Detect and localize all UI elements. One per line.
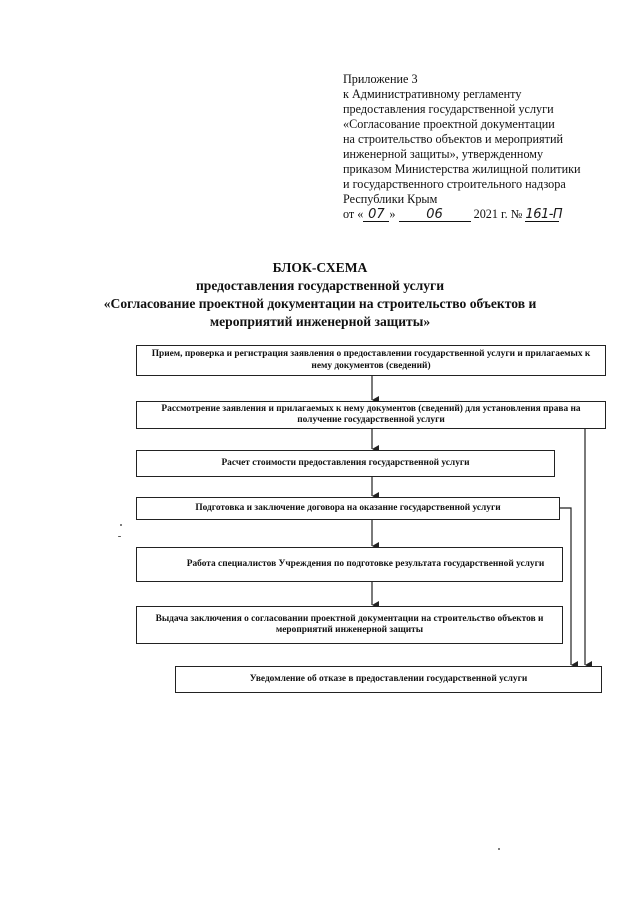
document-title [0, 259, 640, 331]
flow-refusal-box [175, 666, 602, 693]
flow-step-6-box [136, 606, 563, 644]
flow-step-6-text: Выдача заключения о согласовании проектной документации на строительство объектов и мероприятий инженерной защиты [155, 613, 544, 635]
flow-refusal-text: Уведомление об отказе в предоставлении государственной услуги [249, 673, 528, 684]
annex-date-number-line [343, 207, 613, 222]
flow-step-5-text: Работа специалистов Учреждения по подготовке результата государственной услуги [186, 558, 545, 569]
annex-line-1: Приложение 3 [343, 72, 418, 86]
annex-line-5: на строительство объектов и мероприятий [343, 132, 564, 146]
flow-step-5-box [136, 547, 563, 582]
title-line-2: предоставления государственной услуги [195, 278, 445, 293]
annex-line-7: приказом Министерства жилищной политики [343, 162, 581, 176]
handwritten-order-number: 161-П [525, 207, 563, 222]
flow-step-2-box [136, 401, 606, 429]
annex-line-3: предоставления государственной услуги [343, 102, 554, 116]
flow-step-3-box [136, 450, 555, 477]
title-line-3: «Согласование проектной документации на строительство объектов и [103, 296, 537, 311]
flow-step-1-box [136, 345, 606, 376]
title-line-4: мероприятий инженерной защиты» [209, 314, 431, 329]
date-quote-close: » [389, 207, 396, 221]
annex-line-2: к Административному регламенту [343, 87, 522, 101]
branch-step2-to-refusal [585, 415, 606, 665]
annex-line-6: инженерной защиты», утвержденному [343, 147, 544, 161]
flow-step-1-text: Прием, проверка и регистрация заявления о предоставлении государственной услуги и прилагаемых к нему документов (сведений) [151, 349, 591, 371]
scan-speck [498, 848, 500, 850]
scan-speck [120, 524, 122, 526]
date-prefix: от « [343, 207, 364, 221]
year-and-number-label: 2021 г. № [473, 207, 523, 221]
handwritten-day: 07 [363, 209, 389, 222]
flow-step-4-text: Подготовка и заключение договора на оказание государственной услуги [195, 502, 501, 513]
title-line-1: БЛОК-СХЕМА [272, 260, 368, 275]
scan-speck [118, 536, 121, 537]
annex-line-9: Республики Крым [343, 192, 438, 206]
flow-step-2-text: Рассмотрение заявления и прилагаемых к нему документов (сведений) для установления права на получение государственной услуги [161, 403, 581, 425]
handwritten-month: 06 [399, 209, 471, 222]
flow-step-4-box [136, 497, 560, 520]
annex-header [343, 72, 613, 222]
flow-step-3-text: Расчет стоимости предоставления государственной услуги [221, 457, 470, 468]
annex-line-8: и государственного строительного надзора [343, 177, 566, 191]
annex-line-4: «Согласование проектной документации [343, 117, 555, 131]
